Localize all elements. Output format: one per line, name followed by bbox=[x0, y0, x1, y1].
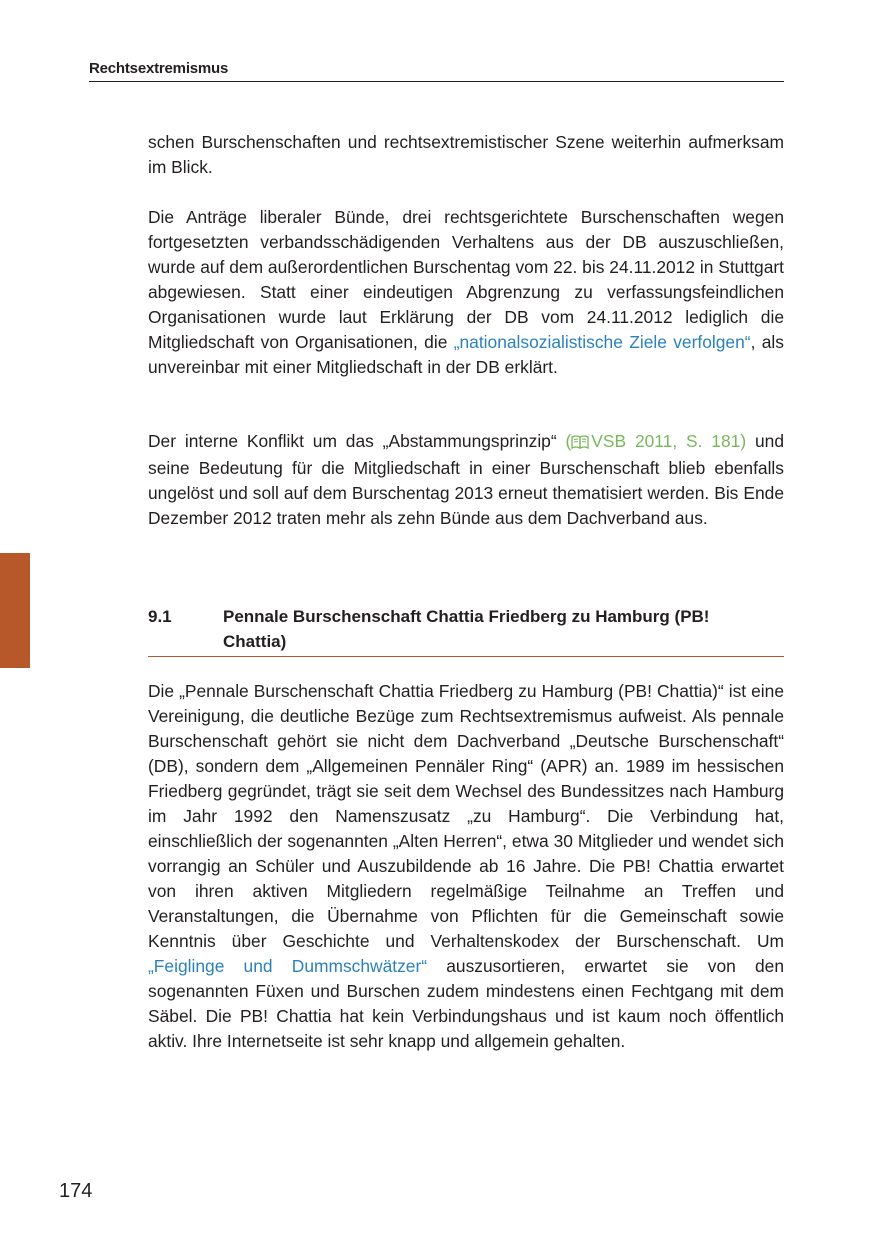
reference-text: VSB 2011, S. 181) bbox=[591, 431, 747, 451]
paragraph-3 bbox=[148, 429, 784, 531]
reference-link-vsb-2011[interactable] bbox=[566, 431, 747, 451]
paragraph-4-text-b: auszusortieren, erwartet sie von den sogenannten Füxen und Burschen zudem mindestens einen Fechtgang mit dem Säbel. Die PB! Chattia hat kein Verbindungshaus und ist kaum noch öffentlich aktiv. Ihre Internetseite ist sehr knapp und allgemein gehalten. bbox=[148, 956, 784, 1051]
paragraph-1-text: schen Burschenschaften und rechtsextremistischer Szene weiterhin aufmerksam im Blick. bbox=[148, 132, 784, 177]
paragraph-3-text-b: und seine Bedeutung für die Mitgliedschaft in einer Burschenschaft blieb ebenfalls ungelöst und soll auf dem Burschentag 2013 erneut thematisiert werden. Bis Ende Dezember 2012 traten mehr als zehn Bünde aus dem Dachverband aus. bbox=[148, 431, 784, 528]
chapter-tab-marker bbox=[0, 553, 30, 668]
paragraph-4-text-a: Die „Pennale Burschenschaft Chattia Friedberg zu Hamburg (PB! Chattia)“ ist eine Vereinigung, die deutliche Bezüge zum Rechtsextremismus aufweist. Als pennale Burschenschaft gehört sie nicht dem Dachverband „Deutsche Burschenschaft“ (DB), sondern dem „Allgemeinen Pennäler Ring“ (APR) an. 1989 im hessischen Friedberg gegründet, trägt sie seit dem Wechsel des Bundessitzes nach Hamburg im Jahr 1992 den Namenszusatz „zu Hamburg“. Die Verbindung hat, einschließlich der sogenannten „Alten Herren“, etwa 30 Mitglieder und wendet sich vorrangig an Schüler und Auszubildende ab 16 Jahre. Die PB! Chattia erwartet von ihren aktiven Mitgliedern regelmäßige Teilnahme an Treffen und Veranstaltungen, die Übernahme von Pflichten für die Gemeinschaft sowie Kenntnis über Geschichte und Verhaltenskodex der Burschenschaft. Um bbox=[148, 681, 784, 951]
section-heading bbox=[148, 604, 784, 657]
page-number: 174 bbox=[59, 1180, 93, 1202]
section-number: 9.1 bbox=[148, 607, 172, 626]
section-title: Pennale Burschenschaft Chattia Friedberg zu Hamburg (PB! Chattia) bbox=[223, 607, 710, 651]
paragraph-4 bbox=[148, 679, 784, 1054]
paragraph-3-text-a: Der interne Konflikt um das „Abstammungsprinzip“ bbox=[148, 431, 566, 451]
quote-link-feiglinge[interactable]: „Feiglinge und Dummschwätzer“ bbox=[148, 956, 428, 976]
paragraph-2-text-a: Die Anträge liberaler Bünde, drei rechtsgerichtete Burschenschaften wegen fortgesetzten verbandsschädigenden Verhaltens aus der DB auszuschließen, wurde auf dem außerordentlichen Burschentag vom 22. bis 24.11.2012 in Stuttgart abgewiesen. Statt einer eindeutigen Abgrenzung zu verfassungsfeindlichen Organisationen wurde laut Erklärung der DB vom 24.11.2012 lediglich die Mitgliedschaft von Organisationen, die bbox=[148, 207, 784, 352]
running-header: Rechtsextremismus bbox=[89, 60, 784, 82]
paragraph-1 bbox=[148, 130, 784, 180]
paragraph-2 bbox=[148, 205, 784, 380]
paragraph-2-text-b: , als unvereinbar mit einer Mitgliedschaft in der DB erklärt. bbox=[148, 332, 784, 377]
book-icon bbox=[571, 431, 589, 456]
reference-open-paren: ( bbox=[565, 431, 572, 451]
quote-link-ns-ziele[interactable]: „nationalsozialistische Ziele verfolgen“ bbox=[453, 332, 751, 352]
